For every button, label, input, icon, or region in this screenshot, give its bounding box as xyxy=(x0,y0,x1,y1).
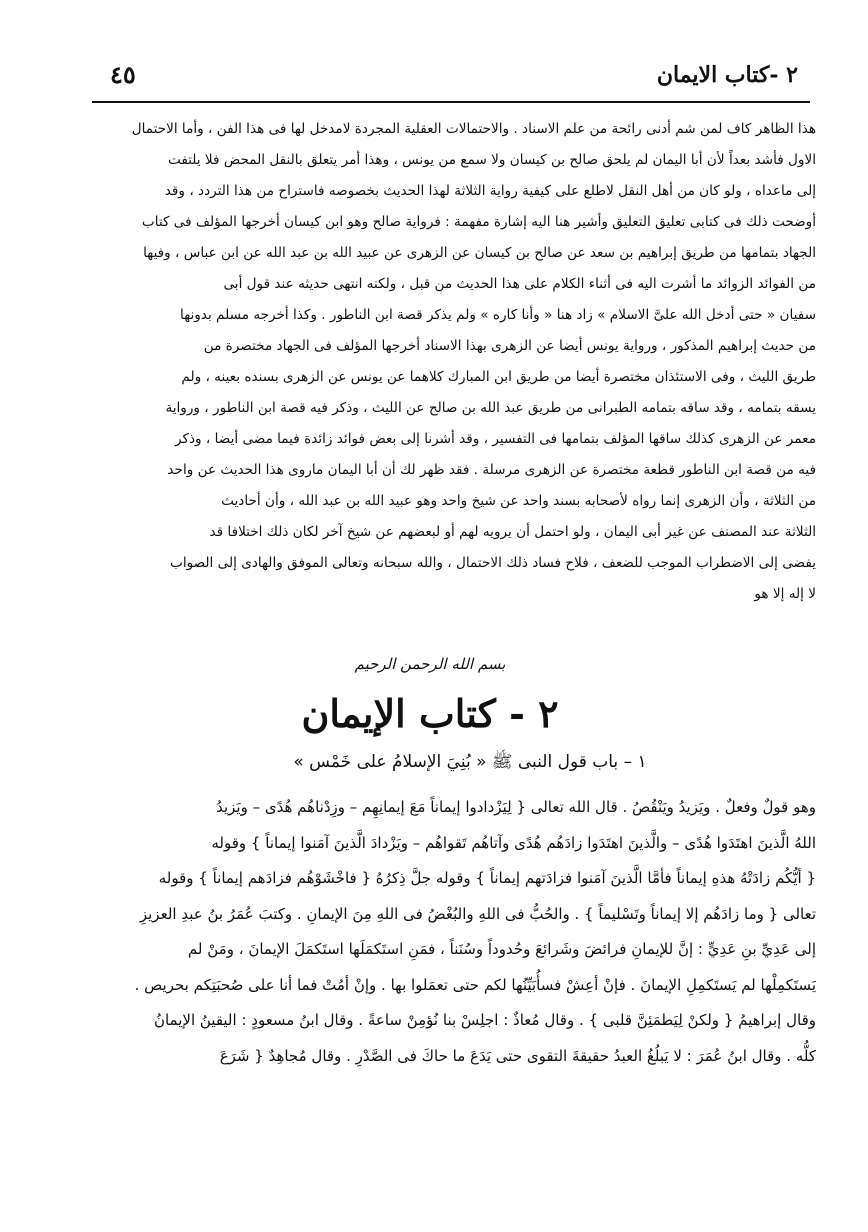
main-text-line: وهو قولٌ وفعلٌ . ويَزيدُ ويَنْقُصُ . قال الله تعالى { لِيَزْدادوا إيماناً مَعَ إيمانِهِم – وزِدْناهُم هُدًى – ويَزيدُ xyxy=(216,798,816,816)
main-text-line: كلُّه . وقال ابنُ عُمَرَ : لا يَبلُغُ العبدُ حقيقةَ التقوى حتى يَدَعَ ما حاكَ فى الصَّدْرِ . وقال مُجاهِدٌ { شَرَعَ xyxy=(219,1046,816,1065)
main-text-line: إلى عَدِيِّ بنِ عَدِيٍّ : إنَّ للإيمانِ فرائضَ وشَرائعَ وحُدوداً وسُنَناً ، فمَنِ استَكمَلَها استَكمَلَ الإيمانَ ، ومَنْ لم xyxy=(187,940,816,958)
basmala: بسم الله الرحمن الرحيم xyxy=(354,655,506,673)
main-text-line: { أيُّكُم زادَتْهُ هذهِ إيماناً فأمَّا الَّذينَ آمَنوا فزادَتهم إيماناً } وقوله جلَّ ذِكرُهُ { فاخْشَوْهُم فزادَهم إيماناً } وقوله xyxy=(158,869,816,887)
commentary-line: فيه من قصة ابن الناطور قطعة مختصرة عن الزهرى مرسلة . فقد ظهر لك أن أبا اليمان ماروى هذا الحديث عن واحد xyxy=(167,462,816,478)
running-title: ٢ -كتاب الايمان xyxy=(656,62,798,88)
book-title: ٢ - كتاب الإيمان xyxy=(301,691,559,736)
commentary-line: الجهاد بتمامها من طريق إبراهيم بن سعد عن صالح بن كيسان عن الزهرى عن عبيد الله بن عبد الله عن ابن عباس ، وفيها xyxy=(143,245,816,261)
commentary-line: يفضى إلى الاضطراب الموجب للضعف ، فلاح فساد ذلك الاحتمال ، والله سبحانه وتعالى الموفق والهادى إلى الصواب xyxy=(170,555,816,571)
commentary-line: معمر عن الزهرى كذلك ساقها المؤلف بتمامها فى التفسير ، وقد أشرنا إلى بعض فوائد زائدة فيما مضى أيضا ، وذكر xyxy=(175,431,816,447)
main-text-line: تعالى { وما زادَهُم إلا إيماناً وتَسْليماً } . والحُبُّ فى اللهِ والبُغْضُ فى اللهِ مِنَ الإيمانِ . وكتبَ عُمَرُ بنُ عبدِ العزيزِ xyxy=(139,904,816,923)
commentary-line: طريق الليث ، وفى الاستئذان مختصرة أيضا من طريق ابن المبارك كلاهما عن يونس عن الزهرى بسنده بعينه ، ولم xyxy=(181,369,816,385)
header-rule xyxy=(92,101,810,103)
commentary-line: الاول فأشد بعداً لأن أبا اليمان لم يلحق صالح بن كيسان ولا سمع من يونس ، وهذا أمر يتعلق بالنقل المحض فلا يلتفت xyxy=(167,152,816,168)
chapter-heading: ١ – باب قول النبى ﷺ « بُنِيَ الإسلامُ على خَمْس » xyxy=(293,752,647,772)
commentary-line: إلى ماعداه ، ولو كان من أهل النقل لاطلع على كيفية رواية الثلاثة لهذا الحديث بخصوصه فاستراح من هذا التردد ، وقد xyxy=(164,183,816,199)
commentary-block xyxy=(96,114,816,610)
main-text-line: يَستَكمِلْها لم يَستَكمِلِ الإيمانَ . فإنْ أعِشْ فسأُبَيِّنُها لكم حتى تعمَلوا بها . وإنْ أمُتْ فما أنا على صُحبَتِكم بحريص . xyxy=(134,975,816,994)
page-number: ٤٥ xyxy=(110,60,136,89)
commentary-line: من حديث إبراهيم المذكور ، ورواية يونس أيضا عن الزهرى بهذا الاسناد أخرجها المؤلف فى الجهاد مختصرة من xyxy=(203,338,816,354)
commentary-line: هذا الظاهر كاف لمن شم أدنى رائحة من علم الاسناد . والاحتمالات العقلية المجردة لامدخل لها فى هذا الفن ، وأما الاحتمال xyxy=(131,121,816,137)
commentary-line: الثلاثة عند المصنف عن غير أبى اليمان ، ولو احتمل أن يرويه لهم أو لبعضهم عن شيخ آخر لكان ذلك اختلافا قد xyxy=(209,524,816,540)
commentary-line: سفيان « حتى أدخل الله علىَّ الاسلام » زاد هنا « وأنا كاره » ولم يذكر قصة ابن الناطور . وكذا أخرجه مسلم بدونها xyxy=(180,307,816,323)
commentary-line: من الفوائد الزوائد ما أشرت اليه فى أثناء الكلام على هذا الحديث من قبل ، ولكنه انتهى حديثه عند قول أبى xyxy=(223,276,816,292)
main-text-block xyxy=(96,790,816,1074)
commentary-line: من الثلاثة ، وأن الزهرى إنما رواه لأصحابه بسند واحد عن شيخ واحد وهو عبيد الله بن عبد الله ، وأن أحاديث xyxy=(221,493,816,509)
commentary-line: لا إله إلا هو xyxy=(754,586,816,602)
page-header xyxy=(110,62,798,102)
commentary-line: يسقه بتمامه ، وقد ساقه بتمامه الطبرانى من طريق عبد الله بن صالح عن الليث ، وذكر فيه قصة ابن الناطور ، ورواية xyxy=(165,400,816,416)
main-text-line: وقال إبراهيمُ { ولكنْ لِيَطمَئِنَّ قلبى } . وقال مُعاذٌ : اجلِسْ بنا نُؤمِنْ ساعةً . وقال ابنُ مسعودٍ : اليقينُ الإيمانُ xyxy=(153,1011,816,1029)
commentary-line: أوضحت ذلك فى كتابى تعليق التعليق وأشير هنا اليه إشارة مفهمة : فرواية صالح وهو ابن كيسان أخرجها المؤلف فى كتاب xyxy=(141,214,816,230)
main-text-line: اللهُ الَّذينَ اهتَدَوا هُدًى – والَّذينَ اهتَدَوا زادَهُم هُدًى وآتاهُم تَقواهُم – ويَزْدادَ الَّذينَ آمَنوا إيماناً } وقوله xyxy=(211,833,816,852)
